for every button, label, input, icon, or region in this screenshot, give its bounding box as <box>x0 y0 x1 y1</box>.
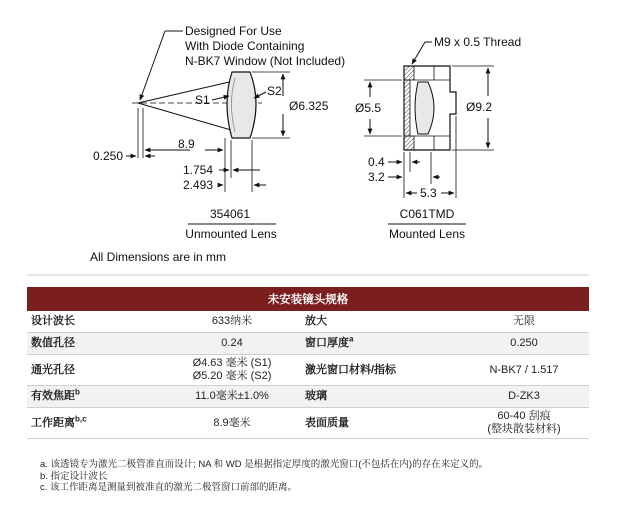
part-number-right: C061TMD <box>399 207 455 221</box>
table-row <box>27 386 589 408</box>
spec-value-text: 0.24 <box>221 337 243 349</box>
specs-table <box>27 287 589 439</box>
spec-label-text: 玻璃 <box>305 390 327 402</box>
footnote-ref: b <box>75 387 80 397</box>
dim-2493: 2.493 <box>183 178 214 192</box>
table-row <box>27 355 589 386</box>
dim-1754: 1.754 <box>183 163 214 177</box>
spec-value <box>163 311 301 333</box>
spec-value-text: 无限 <box>513 315 535 327</box>
spec-value-text: N-BK7 / 1.517 <box>489 363 559 376</box>
spec-label <box>27 333 163 355</box>
spec-value <box>163 333 301 355</box>
spec-value <box>459 386 589 408</box>
spec-value <box>163 408 301 439</box>
dim-diameter-55: Ø5.5 <box>355 101 382 115</box>
spec-label <box>301 408 459 439</box>
spec-value-text: D-ZK3 <box>508 390 540 402</box>
spec-value <box>459 408 589 439</box>
spec-label-text: 设计波长 <box>31 315 75 327</box>
spec-label <box>301 311 459 333</box>
note-line-3: N-BK7 Window (Not Included) <box>185 54 346 68</box>
unmounted-lens-drawing <box>93 24 345 241</box>
footnote-c: c. 该工作距离是测量到被准直的激光二极管窗口前部的距离。 <box>40 482 298 493</box>
spec-label-text: 激光窗口材料/指标 <box>305 363 397 376</box>
spec-value <box>163 355 301 386</box>
spec-value-text: Ø4.63 毫米 (S1) <box>192 357 272 369</box>
spec-label <box>27 386 163 408</box>
dim-04: 0.4 <box>368 155 385 169</box>
footnote-ref: a <box>349 334 354 344</box>
all-dimensions-note: All Dimensions are in mm <box>90 250 227 264</box>
spec-label <box>27 355 163 386</box>
spec-value <box>459 333 589 355</box>
spec-label <box>301 355 459 386</box>
caption-left: Unmounted Lens <box>185 227 277 241</box>
spec-value-text: 8.9毫米 <box>213 416 251 429</box>
spec-value <box>163 386 301 408</box>
dim-diameter-left: Ø6.325 <box>289 99 329 113</box>
spec-label-text: 放大 <box>305 315 327 327</box>
table-row <box>27 333 589 355</box>
dim-53: 5.3 <box>420 186 437 200</box>
footnote-a: a. 该透镜专为激光二极管准直而设计; NA 和 WD 是根据指定厚度的激光窗口(不包括在内)的存在来定义的。 <box>40 459 489 470</box>
spec-value-text: 633纳米 <box>211 315 253 327</box>
spec-value-text: 0.250 <box>510 337 538 349</box>
spec-label-text: 窗口厚度 <box>305 337 349 349</box>
thread-label: M9 x 0.5 Thread <box>434 35 522 49</box>
spec-label <box>27 408 163 439</box>
mounted-lens-drawing <box>355 35 521 241</box>
s1-label: S1 <box>195 93 210 107</box>
specs-table-container <box>27 287 589 439</box>
spec-label-text: 工作距离 <box>31 416 75 429</box>
spec-value-text-2: (整块散装材料) <box>487 423 561 435</box>
spec-label <box>301 386 459 408</box>
footnote-ref: b,c <box>75 413 87 423</box>
footnote-b: b. 指定设计波长 <box>40 470 108 482</box>
s2-label: S2 <box>267 84 282 98</box>
dim-32: 3.2 <box>368 170 385 184</box>
note-line-1: Designed For Use <box>185 24 282 38</box>
spec-label <box>27 311 163 333</box>
spec-value-text: 11.0毫米±1.0% <box>195 390 269 402</box>
spec-label-text: 通光孔径 <box>31 363 75 376</box>
part-number-left: 354061 <box>209 207 251 221</box>
footnotes <box>40 459 600 494</box>
dim-window-thickness: 0.250 <box>93 149 124 163</box>
spec-value-text-2: Ø5.20 毫米 (S2) <box>192 370 272 382</box>
table-row <box>27 408 589 439</box>
spec-value-text: 60-40 刮痕 <box>497 410 551 422</box>
spec-value <box>459 311 589 333</box>
dim-working-distance: 8.9 <box>178 137 195 151</box>
spec-value <box>459 355 589 386</box>
note-line-2: With Diode Containing <box>185 39 305 53</box>
caption-right: Mounted Lens <box>388 227 466 241</box>
spec-label-text: 数值孔径 <box>31 337 75 349</box>
dim-diameter-92: Ø9.2 <box>466 100 493 114</box>
spec-label <box>301 333 459 355</box>
table-row <box>27 311 589 333</box>
table-title: 未安装镜头规格 <box>27 287 589 311</box>
spec-label-text: 表面质量 <box>305 416 349 429</box>
spec-label-text: 有效焦距 <box>31 390 75 402</box>
